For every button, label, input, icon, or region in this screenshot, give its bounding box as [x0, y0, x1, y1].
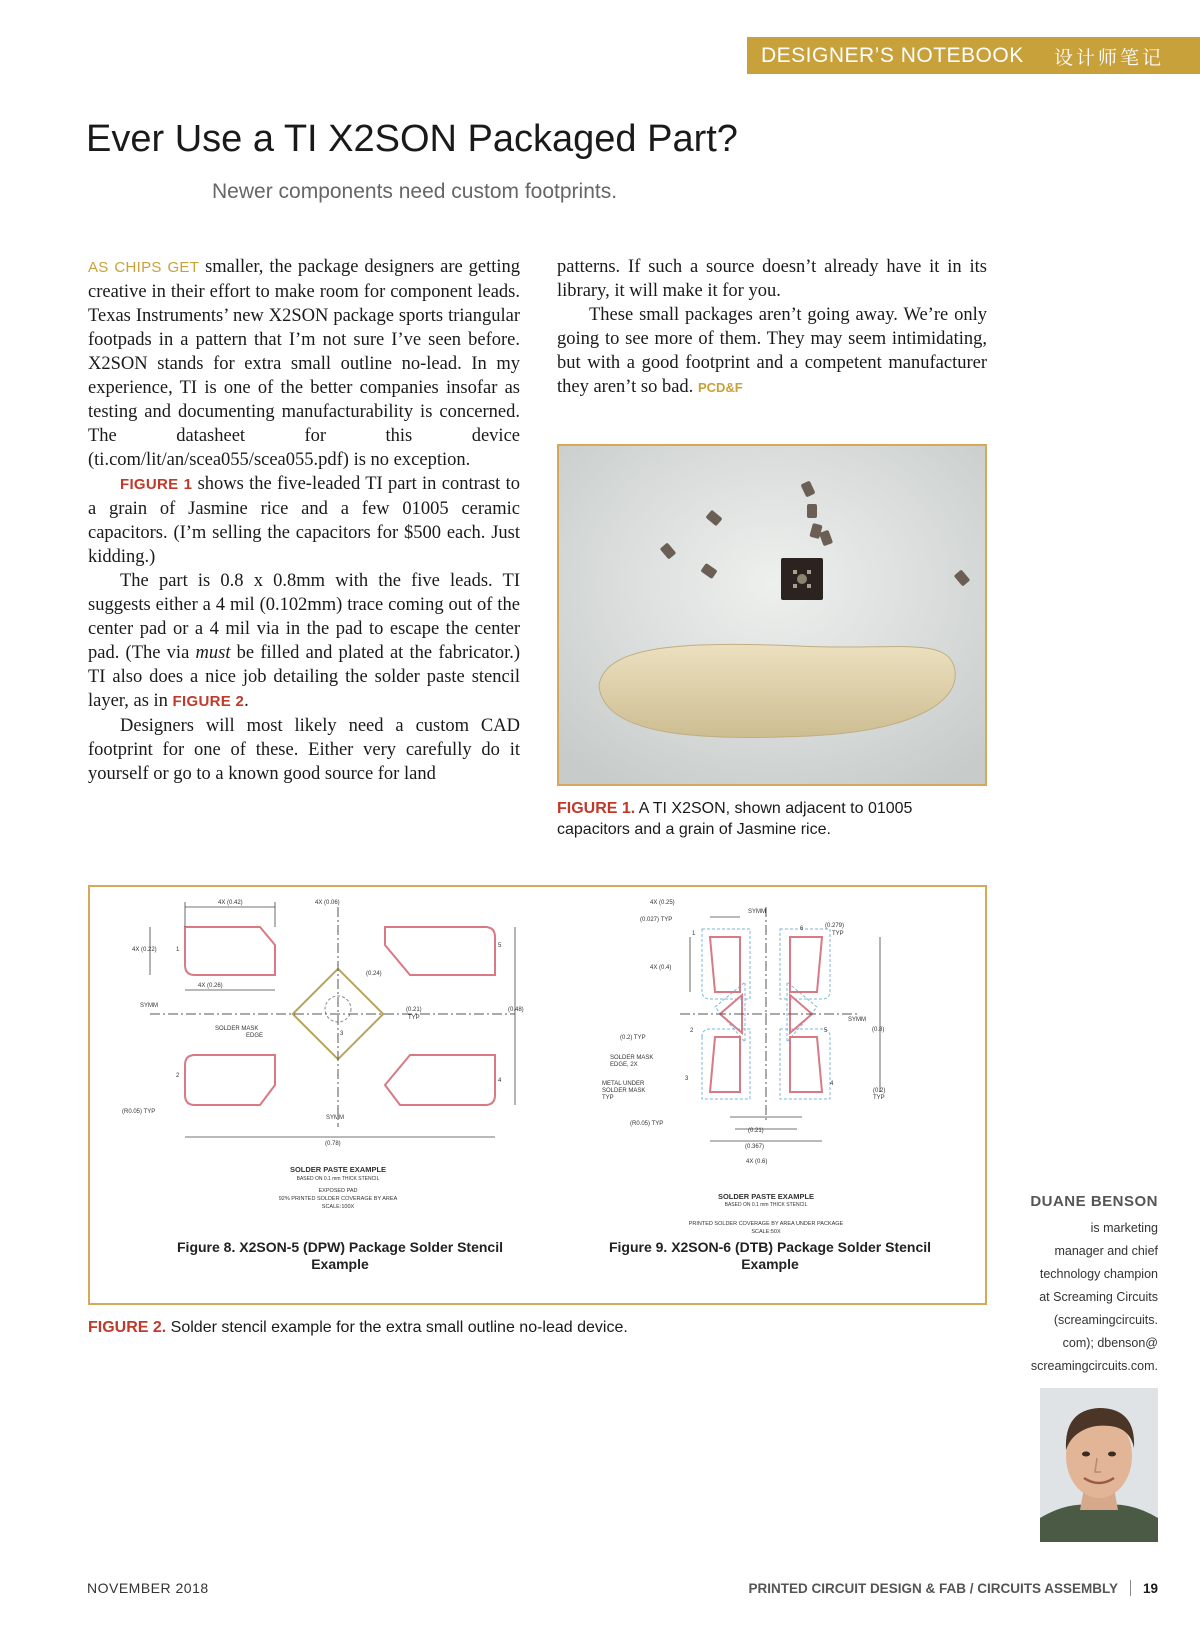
figure-1-photo — [557, 444, 987, 786]
svg-text:(0.8): (0.8) — [872, 1027, 885, 1033]
svg-text:(0.027) TYP: (0.027) TYP — [640, 917, 673, 923]
author-portrait — [1040, 1388, 1158, 1542]
svg-text:4: 4 — [830, 1081, 834, 1087]
figure-1-caption: FIGURE 1. A TI X2SON, shown adjacent to 01005 capacitors and a grain of Jasmine rice. — [557, 800, 913, 838]
svg-text:TYP: TYP — [873, 1095, 885, 1101]
svg-text:SOLDER PASTE EXAMPLE: SOLDER PASTE EXAMPLE — [289, 1165, 387, 1174]
svg-text:SYMM: SYMM — [748, 909, 766, 915]
svg-text:(0.2): (0.2) — [873, 1088, 886, 1094]
figure-2-diagram — [88, 885, 987, 1305]
svg-text:Example: Example — [311, 1256, 369, 1272]
svg-text:4X (0.4): 4X (0.4) — [650, 965, 672, 971]
svg-text:(0.367): (0.367) — [745, 1144, 765, 1150]
svg-text:SOLDER PASTE EXAMPLE: SOLDER PASTE EXAMPLE — [717, 1192, 815, 1201]
svg-text:(0.279): (0.279) — [825, 923, 845, 929]
svg-text:TYP: TYP — [602, 1095, 614, 1101]
svg-text:4X (0.26): 4X (0.26) — [198, 983, 223, 989]
article-column-1 — [88, 255, 520, 786]
author-bio: is marketing manager and chief technology champion at Screaming Circuits (screamingcircuits. com); dbenson@ screamingcircuits.com. — [1030, 1221, 1158, 1373]
svg-text:(0.24): (0.24) — [366, 971, 382, 977]
svg-text:EDGE, 2X: EDGE, 2X — [610, 1062, 638, 1068]
figure-2-reference: FIGURE 2 — [172, 693, 245, 710]
paragraph-2: FIGURE 1 shows the five-leaded TI part in contrast to a grain of Jasmine rice and a few 01005 ceramic capacitors. (I’m selling the capacitors for $500 each. Just kidding.) — [88, 474, 520, 567]
figure-2-caption: FIGURE 2. Solder stencil example for the extra small outline no-lead device. — [88, 1319, 628, 1336]
svg-text:PRINTED SOLDER COVERAGE BY ARE: PRINTED SOLDER COVERAGE BY AREA UNDER PACKAGE — [688, 1221, 844, 1227]
x2son-5-stencil-drawing — [122, 900, 524, 1272]
svg-text:4X (0.22): 4X (0.22) — [132, 947, 157, 953]
svg-text:4X (0.06): 4X (0.06) — [315, 900, 340, 906]
issue-date: NOVEMBER 2018 — [87, 1580, 209, 1596]
paragraph-5: patterns. If such a source doesn’t already have it in its library, it will make it for you. — [557, 257, 987, 301]
svg-text:3: 3 — [340, 1031, 344, 1037]
svg-text:Example: Example — [741, 1256, 799, 1272]
svg-text:4X (0.6): 4X (0.6) — [746, 1159, 768, 1165]
svg-text:(0.21): (0.21) — [406, 1007, 422, 1013]
svg-text:4X (0.42): 4X (0.42) — [218, 900, 243, 906]
section-name-en: DESIGNER’S NOTEBOOK — [761, 44, 1024, 67]
article-column-2 — [557, 255, 987, 400]
figure-1-reference: FIGURE 1 — [120, 476, 193, 493]
svg-text:SYMM: SYMM — [848, 1017, 866, 1023]
figure-2-label: FIGURE 2. — [88, 1319, 167, 1336]
svg-text:6: 6 — [800, 926, 804, 932]
footer-divider — [1130, 1580, 1131, 1596]
svg-text:SOLDER MASK: SOLDER MASK — [610, 1055, 654, 1061]
article-title: Ever Use a TI X2SON Packaged Part? — [86, 118, 738, 160]
svg-text:EXPOSED PAD: EXPOSED PAD — [318, 1188, 358, 1194]
svg-text:5: 5 — [498, 943, 502, 949]
svg-text:Figure 8. X2SON-5 (DPW) Packag: Figure 8. X2SON-5 (DPW) Package Solder Stencil — [177, 1239, 503, 1255]
svg-text:TYP: TYP — [832, 931, 844, 937]
svg-text:92% PRINTED SOLDER COVERAGE BY: 92% PRINTED SOLDER COVERAGE BY AREA — [278, 1196, 398, 1202]
svg-text:(R0.05) TYP: (R0.05) TYP — [122, 1109, 156, 1115]
svg-text:2: 2 — [176, 1073, 180, 1079]
svg-text:1: 1 — [692, 931, 696, 937]
svg-text:SYMM: SYMM — [326, 1115, 344, 1121]
publication-name: PRINTED CIRCUIT DESIGN & FAB / CIRCUITS ASSEMBLY — [748, 1581, 1118, 1596]
svg-text:SCALE:50X: SCALE:50X — [751, 1229, 781, 1235]
svg-text:SOLDER MASK: SOLDER MASK — [215, 1026, 259, 1032]
svg-text:2: 2 — [690, 1028, 694, 1034]
svg-text:Figure 9. X2SON-6 (DTB) Packag: Figure 9. X2SON-6 (DTB) Package Solder Stencil — [608, 1239, 932, 1255]
stencil-drawings — [90, 887, 985, 1303]
svg-text:BASED ON 0.1 mm THICK STENCIL: BASED ON 0.1 mm THICK STENCIL — [296, 1176, 380, 1182]
page-number: 19 — [1142, 1581, 1158, 1596]
author-name: DUANE BENSON — [1030, 1193, 1158, 1210]
svg-text:4: 4 — [498, 1078, 502, 1084]
svg-text:(0.78): (0.78) — [325, 1141, 341, 1147]
lead-in: AS CHIPS GET — [88, 259, 200, 276]
paragraph-4: Designers will most likely need a custom CAD footprint for one of these. Either very carefully do it yourself or go to a known good source for land — [88, 716, 520, 784]
svg-text:EDGE: EDGE — [246, 1033, 264, 1039]
section-name-zh: 设计师笔记 — [1054, 47, 1165, 69]
svg-text:3: 3 — [685, 1076, 689, 1082]
svg-text:METAL UNDER: METAL UNDER — [602, 1081, 645, 1087]
paragraph-3: The part is 0.8 x 0.8mm with the five leads. TI suggests either a 4 mil (0.102mm) trace coming out of the center pad or a 4 mil via in the pad to escape the center pad. (The via must be filled and plated at the fabricator.) TI also does a nice job detailing the solder paste stencil layer, as in FIGURE 2. — [88, 571, 520, 711]
svg-text:1: 1 — [176, 947, 180, 953]
svg-text:SOLDER MASK: SOLDER MASK — [602, 1088, 646, 1094]
end-signature: PCD&F — [697, 380, 743, 395]
photo-illustration — [559, 446, 987, 786]
footer-publication — [748, 1580, 1158, 1596]
svg-text:(0.2) TYP: (0.2) TYP — [620, 1035, 646, 1041]
svg-text:(0.21): (0.21) — [748, 1128, 764, 1134]
svg-text:TYP: TYP — [408, 1015, 420, 1021]
x2son-6-stencil-drawing — [602, 900, 931, 1272]
article-subtitle: Newer components need custom footprints. — [212, 180, 618, 203]
svg-text:BASED ON 0.1 mm THICK STENCIL: BASED ON 0.1 mm THICK STENCIL — [724, 1202, 808, 1208]
svg-text:5: 5 — [824, 1028, 828, 1034]
svg-text:SCALE:100X: SCALE:100X — [321, 1204, 355, 1210]
svg-text:4X (0.25): 4X (0.25) — [650, 900, 675, 906]
section-header-bar — [747, 37, 1200, 74]
paragraph-6: These small packages aren’t going away. We’re only going to see more of them. They may seem intimidating, but with a good footprint and a competent manufacturer they aren’t so bad. PCD&F — [557, 305, 987, 397]
author-photo — [1040, 1388, 1158, 1542]
svg-text:SYMM: SYMM — [140, 1003, 158, 1009]
paragraph-1: AS CHIPS GET smaller, the package designers are getting creative in their effort to make room for component leads. Texas Instruments’ new X2SON package sports triangular footpads in a pattern that I’m not sure I’ve seen before. X2SON stands for extra small outline no-lead. In my experience, TI is one of the better companies insofar as testing and documenting manufacturability is concerned. The datasheet for this device (ti.com/lit/an/scea055/scea055.pdf) is no exception. — [88, 257, 520, 470]
figure-1-label: FIGURE 1. — [557, 800, 636, 817]
svg-text:(0.48): (0.48) — [508, 1007, 524, 1013]
svg-text:(R0.05) TYP: (R0.05) TYP — [630, 1121, 664, 1127]
